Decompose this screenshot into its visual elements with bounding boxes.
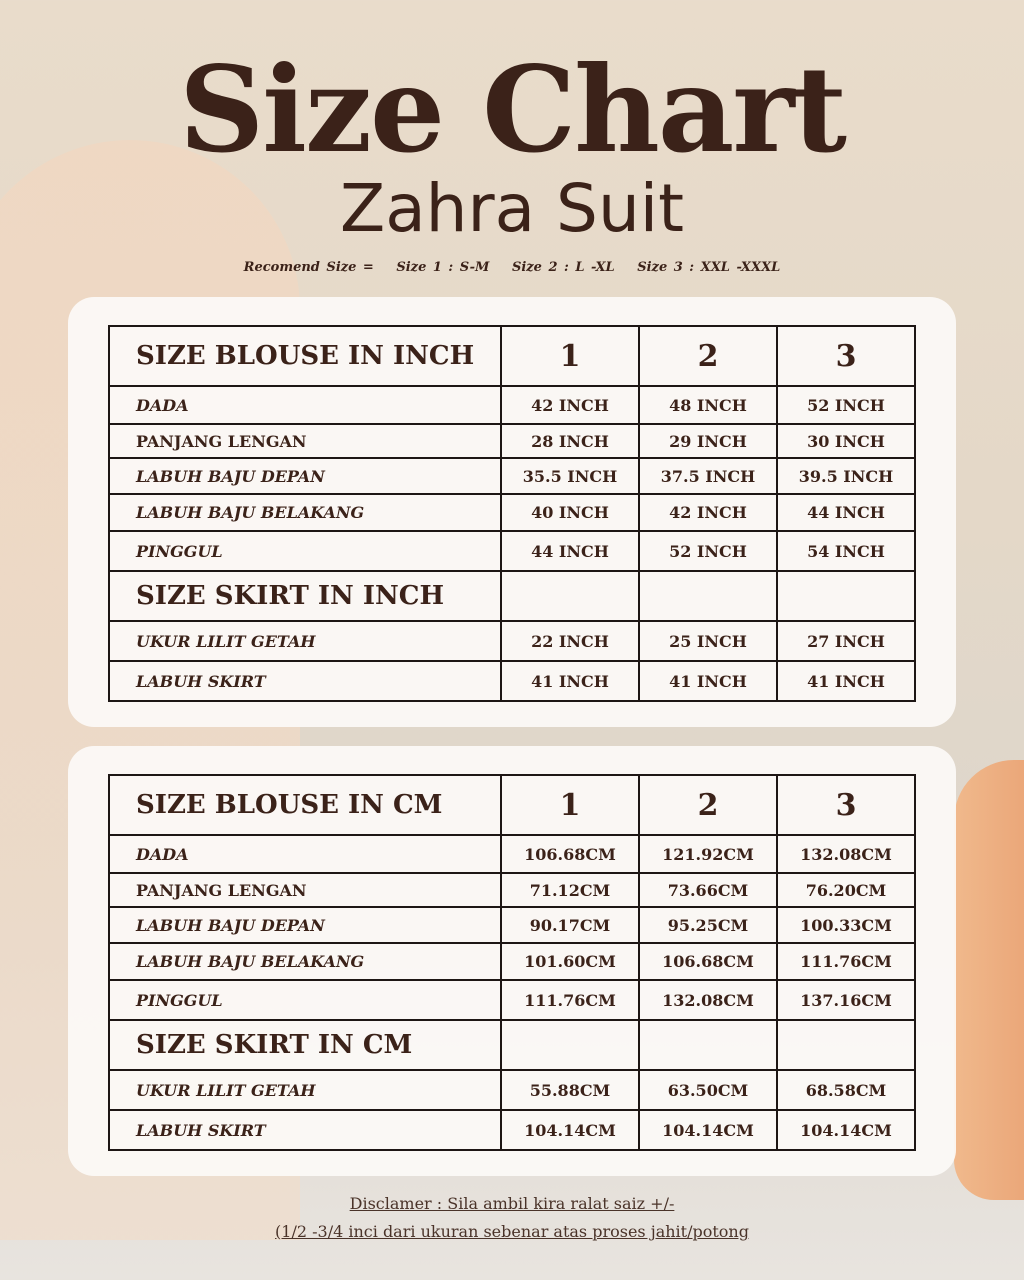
table-row (109, 458, 915, 494)
cm-size-table (108, 774, 916, 1151)
recommend-size-3: Size 3 : XXL -XXXL (637, 260, 781, 275)
col-size-1: 1 (501, 775, 639, 835)
page-title: Size Chart (178, 40, 846, 179)
cell: 37.5 INCH (639, 458, 777, 494)
row-label: LABUH BAJU DEPAN (109, 907, 501, 943)
table-header-row (109, 775, 915, 835)
recommend-size (0, 260, 1024, 275)
cell: 35.5 INCH (501, 458, 639, 494)
row-label: PANJANG LENGAN (109, 424, 501, 458)
cell: 100.33CM (777, 907, 915, 943)
table-row (109, 980, 915, 1020)
cell: 48 INCH (639, 386, 777, 424)
row-label: UKUR LILIT GETAH (109, 1070, 501, 1110)
table-row (109, 873, 915, 907)
cell: 42 INCH (501, 386, 639, 424)
table-row (109, 661, 915, 701)
cell: 41 INCH (501, 661, 639, 701)
cell: 44 INCH (777, 494, 915, 531)
cell: 27 INCH (777, 621, 915, 661)
inch-size-table (108, 325, 916, 702)
recommend-label: Recomend Size = (243, 260, 374, 275)
cell: 137.16CM (777, 980, 915, 1020)
cell: 25 INCH (639, 621, 777, 661)
skirt-header-row (109, 571, 915, 621)
cell: 132.08CM (777, 835, 915, 873)
table-row (109, 835, 915, 873)
table-row (109, 1110, 915, 1150)
cell: 40 INCH (501, 494, 639, 531)
table-row (109, 386, 915, 424)
blouse-header: SIZE BLOUSE IN CM (109, 775, 501, 835)
cell: 22 INCH (501, 621, 639, 661)
cell: 111.76CM (501, 980, 639, 1020)
table-row (109, 494, 915, 531)
cell: 106.68CM (639, 943, 777, 980)
row-label: LABUH BAJU BELAKANG (109, 494, 501, 531)
cell: 54 INCH (777, 531, 915, 571)
cell: 28 INCH (501, 424, 639, 458)
cell: 101.60CM (501, 943, 639, 980)
cell: 132.08CM (639, 980, 777, 1020)
disclaimer-line-2: (1/2 -3/4 inci dari ukuran sebenar atas proses jahit/potong (275, 1222, 749, 1241)
skirt-header: SIZE SKIRT IN INCH (109, 571, 501, 621)
table-row (109, 1070, 915, 1110)
skirt-header: SIZE SKIRT IN CM (109, 1020, 501, 1070)
col-size-3: 3 (777, 775, 915, 835)
cell: 106.68CM (501, 835, 639, 873)
cell: 41 INCH (639, 661, 777, 701)
cell: 52 INCH (639, 531, 777, 571)
col-size-2: 2 (639, 775, 777, 835)
cell: 44 INCH (501, 531, 639, 571)
blouse-header: SIZE BLOUSE IN INCH (109, 326, 501, 386)
cell: 104.14CM (501, 1110, 639, 1150)
recommend-size-2: Size 2 : L -XL (511, 260, 615, 275)
cell: 121.92CM (639, 835, 777, 873)
cell: 39.5 INCH (777, 458, 915, 494)
table-row (109, 943, 915, 980)
row-label: LABUH SKIRT (109, 1110, 501, 1150)
inch-size-card (68, 297, 956, 727)
cell: 104.14CM (777, 1110, 915, 1150)
row-label: PINGGUL (109, 980, 501, 1020)
row-label: LABUH SKIRT (109, 661, 501, 701)
row-label: DADA (109, 835, 501, 873)
col-size-2: 2 (639, 326, 777, 386)
cell: 52 INCH (777, 386, 915, 424)
row-label: DADA (109, 386, 501, 424)
row-label: UKUR LILIT GETAH (109, 621, 501, 661)
cell: 42 INCH (639, 494, 777, 531)
row-label: PANJANG LENGAN (109, 873, 501, 907)
cell: 90.17CM (501, 907, 639, 943)
col-size-1: 1 (501, 326, 639, 386)
disclaimer-line-1: Disclamer : Sila ambil kira ralat saiz +/- (349, 1194, 675, 1213)
table-row (109, 424, 915, 458)
row-label: LABUH BAJU BELAKANG (109, 943, 501, 980)
cm-size-card (68, 746, 956, 1176)
table-row (109, 907, 915, 943)
table-header-row (109, 326, 915, 386)
cell: 30 INCH (777, 424, 915, 458)
page-subtitle: Zahra Suit (340, 170, 684, 247)
table-row (109, 531, 915, 571)
cell: 73.66CM (639, 873, 777, 907)
cell: 41 INCH (777, 661, 915, 701)
disclaimer (0, 1190, 1024, 1246)
cell: 55.88CM (501, 1070, 639, 1110)
background-vase (954, 760, 1024, 1200)
cell: 29 INCH (639, 424, 777, 458)
cell: 111.76CM (777, 943, 915, 980)
cell: 63.50CM (639, 1070, 777, 1110)
cell: 95.25CM (639, 907, 777, 943)
cell: 76.20CM (777, 873, 915, 907)
row-label: LABUH BAJU DEPAN (109, 458, 501, 494)
cell: 71.12CM (501, 873, 639, 907)
table-row (109, 621, 915, 661)
recommend-size-1: Size 1 : S-M (396, 260, 490, 275)
row-label: PINGGUL (109, 531, 501, 571)
cell: 68.58CM (777, 1070, 915, 1110)
cell: 104.14CM (639, 1110, 777, 1150)
skirt-header-row (109, 1020, 915, 1070)
col-size-3: 3 (777, 326, 915, 386)
